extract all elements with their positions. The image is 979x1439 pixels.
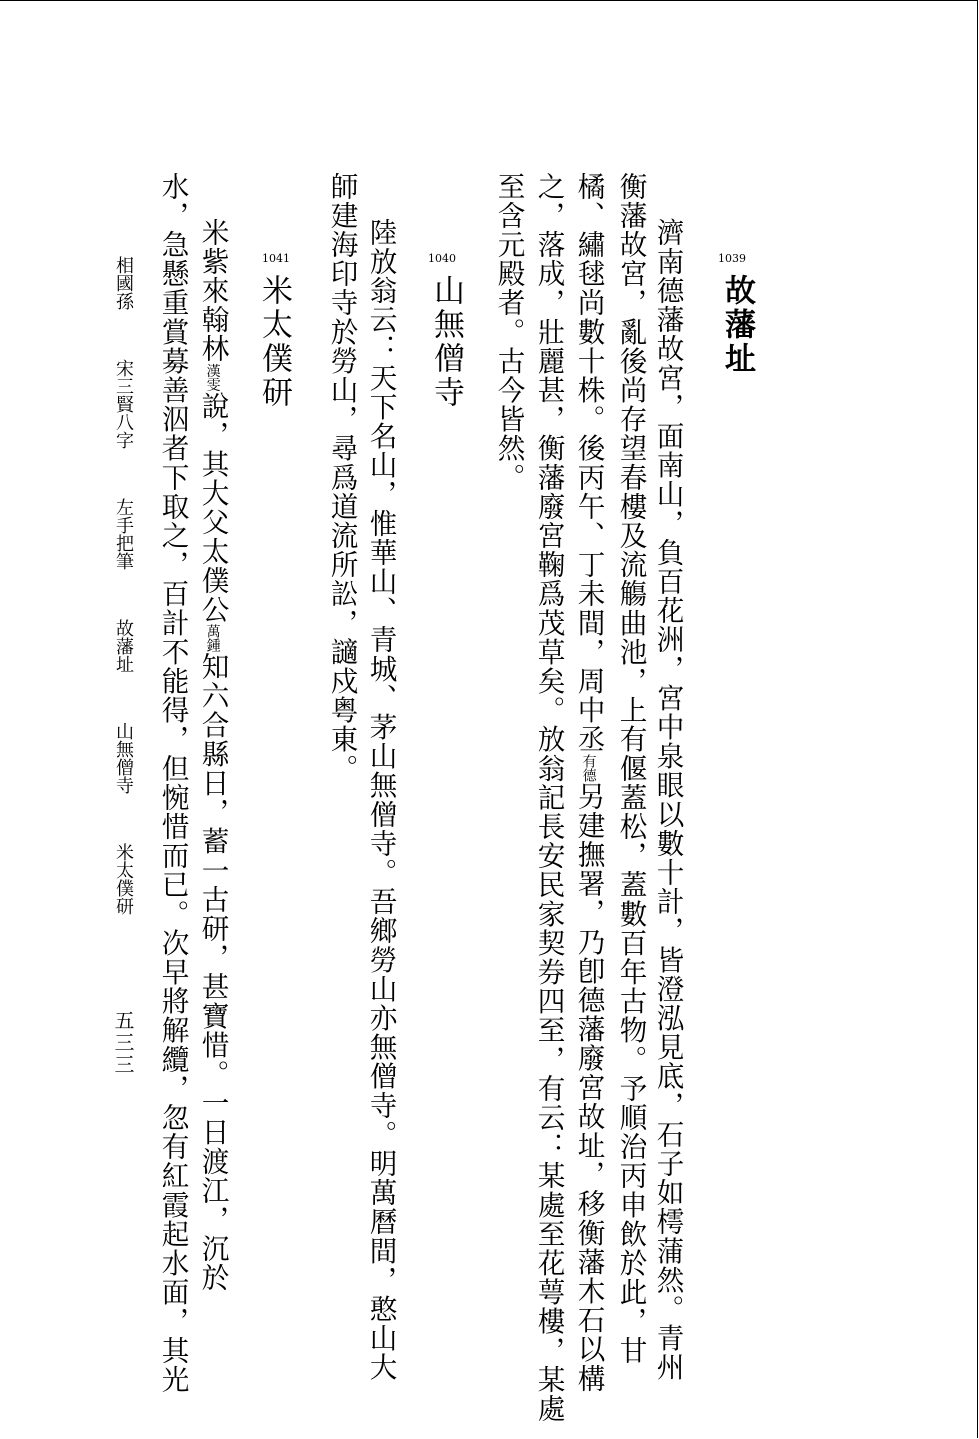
entry-number-1039: 1039: [718, 252, 746, 265]
running-title-item: 山無僧寺: [113, 722, 134, 794]
entry-title-1040: 山無僧寺: [428, 274, 464, 410]
running-title-item: 米太僕研: [113, 843, 134, 915]
entry-1039-line-4: 之，落成，壯麗甚，衡藩廢宮鞠爲茂草矣。放翁記長安民家契券四至，有云：某處至花萼樓，某處: [532, 172, 566, 1424]
entry-1041-line-1-c: 知六合縣日，蓄一古研，甚寶惜。一日渡江，沉於: [196, 652, 230, 1293]
entry-1039-line-5: 至含元殿者。古今皆然。: [492, 172, 526, 493]
running-title-item: 左手把筆: [113, 498, 134, 570]
running-title: [114, 256, 132, 915]
entry-1040-line-1: 陸放翁云：天下名山，惟華山、青城、茅山無僧寺。吾鄉勞山亦無僧寺。明萬曆間，憨山大: [364, 218, 398, 1382]
page-number: 五三三: [111, 1010, 135, 1076]
entry-1039-line-2: 衡藩故宮，亂後尚存望春樓及流觴曲池，上有偃蓋松，蓋數百年古物。予順治丙申飲於此，甘: [614, 172, 648, 1366]
entry-title-1041: 米太僕研: [256, 274, 292, 410]
entry-number-1041: 1041: [262, 252, 290, 265]
entry-1040-line-2: 師建海印寺於勞山，尋爲道流所訟，讁戍粤東。: [325, 172, 359, 784]
entry-1039-line-1: 濟南德藩故宮，面南山，負百花洲，宮中泉眼以數十計，皆澄泓見底，石子如樗蒲然。青州: [651, 218, 685, 1382]
entry-1041-line-1-a: 米紫來翰林: [196, 218, 230, 364]
entry-1041-line-1: [196, 218, 230, 1293]
running-title-item: 相國孫: [113, 256, 134, 310]
running-title-item: 故藩址: [113, 619, 134, 673]
entry-1039-line-3: [572, 172, 606, 1394]
entry-1041-note-1: 漢雯: [204, 363, 221, 392]
entry-1041-note-2: 萬鍾: [204, 624, 221, 653]
entry-1039-line-3-note: 有德: [580, 754, 597, 782]
running-title-item: 宋三賢八字: [113, 359, 134, 449]
entry-number-1040: 1040: [428, 252, 456, 265]
entry-1041-line-1-b: 說，其大父太僕公: [196, 391, 230, 625]
entry-1039-line-3-rest: 另建撫署，乃卽德藩廢宮故址，移衡藩木石以構: [572, 782, 606, 1394]
entry-title-1039: 故藩址: [719, 274, 755, 376]
entry-1039-line-3-text: 橘、繡毬尚數十株。後丙午、丁未間，周中丞: [572, 172, 606, 754]
entry-1041-line-2: 水，急懸重賞募善泅者下取之，百計不能得，但惋惜而已。次早將解纜，忽有紅霞起水面，其光: [156, 172, 190, 1395]
